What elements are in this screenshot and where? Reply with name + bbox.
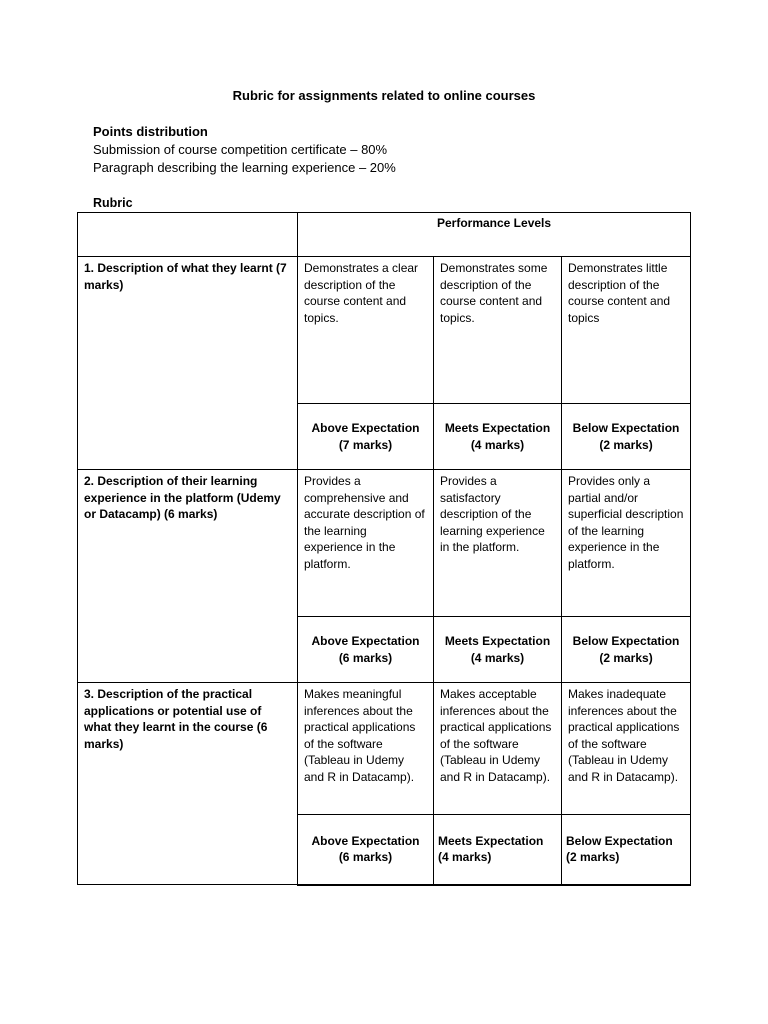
level-cell-meets: Meets Expectation (4 marks) bbox=[434, 617, 562, 683]
description-cell: Makes meaningful inferences about the practical applications of the software (Tableau in Udemy and R in Datacamp). bbox=[298, 683, 434, 815]
rubric-heading: Rubric bbox=[93, 196, 133, 210]
level-cell-above: Above Expectation (7 marks) bbox=[298, 404, 434, 470]
level-cell-meets: Meets Expectation (4 marks) bbox=[434, 404, 562, 470]
rubric-table bbox=[77, 212, 691, 886]
level-cell-below: Below Expectation (2 marks) bbox=[562, 404, 691, 470]
description-cell: Demonstrates a clear description of the course content and topics. bbox=[298, 257, 434, 404]
description-cell: Demonstrates some description of the course content and topics. bbox=[434, 257, 562, 404]
description-cell: Provides a comprehensive and accurate description of the learning experience in the platform. bbox=[298, 470, 434, 617]
criterion-cell: 1. Description of what they learnt (7 marks) bbox=[78, 257, 298, 470]
points-line: Paragraph describing the learning experience – 20% bbox=[93, 160, 396, 175]
table-row bbox=[78, 470, 691, 617]
level-cell-above: Above Expectation (6 marks) bbox=[298, 815, 434, 885]
description-cell: Demonstrates little description of the course content and topics bbox=[562, 257, 691, 404]
table-row bbox=[78, 683, 691, 815]
table-row bbox=[78, 257, 691, 404]
performance-levels-header: Performance Levels bbox=[298, 213, 691, 257]
level-cell-meets: Meets Expectation (4 marks) bbox=[434, 815, 562, 885]
description-cell: Provides a satisfactory description of the learning experience in the platform. bbox=[434, 470, 562, 617]
criterion-cell: 2. Description of their learning experience in the platform (Udemy or Datacamp) (6 marks) bbox=[78, 470, 298, 683]
description-cell: Makes inadequate inferences about the practical applications of the software (Tableau in Udemy and R in Datacamp). bbox=[562, 683, 691, 815]
level-cell-below: Below Expectation (2 marks) bbox=[562, 815, 691, 885]
page-title: Rubric for assignments related to online courses bbox=[232, 88, 536, 103]
empty-header-cell bbox=[78, 213, 298, 257]
level-cell-below: Below Expectation (2 marks) bbox=[562, 617, 691, 683]
criterion-cell: 3. Description of the practical applications or potential use of what they learnt in the course (6 marks) bbox=[78, 683, 298, 885]
description-cell: Provides only a partial and/or superficial description of the learning experience in the platform. bbox=[562, 470, 691, 617]
description-cell: Makes acceptable inferences about the practical applications of the software (Tableau in Udemy and R in Datacamp). bbox=[434, 683, 562, 815]
table-header-row bbox=[78, 213, 691, 257]
points-distribution-heading: Points distribution bbox=[93, 124, 208, 139]
points-line: Submission of course competition certificate – 80% bbox=[93, 142, 388, 157]
level-cell-above: Above Expectation (6 marks) bbox=[298, 617, 434, 683]
